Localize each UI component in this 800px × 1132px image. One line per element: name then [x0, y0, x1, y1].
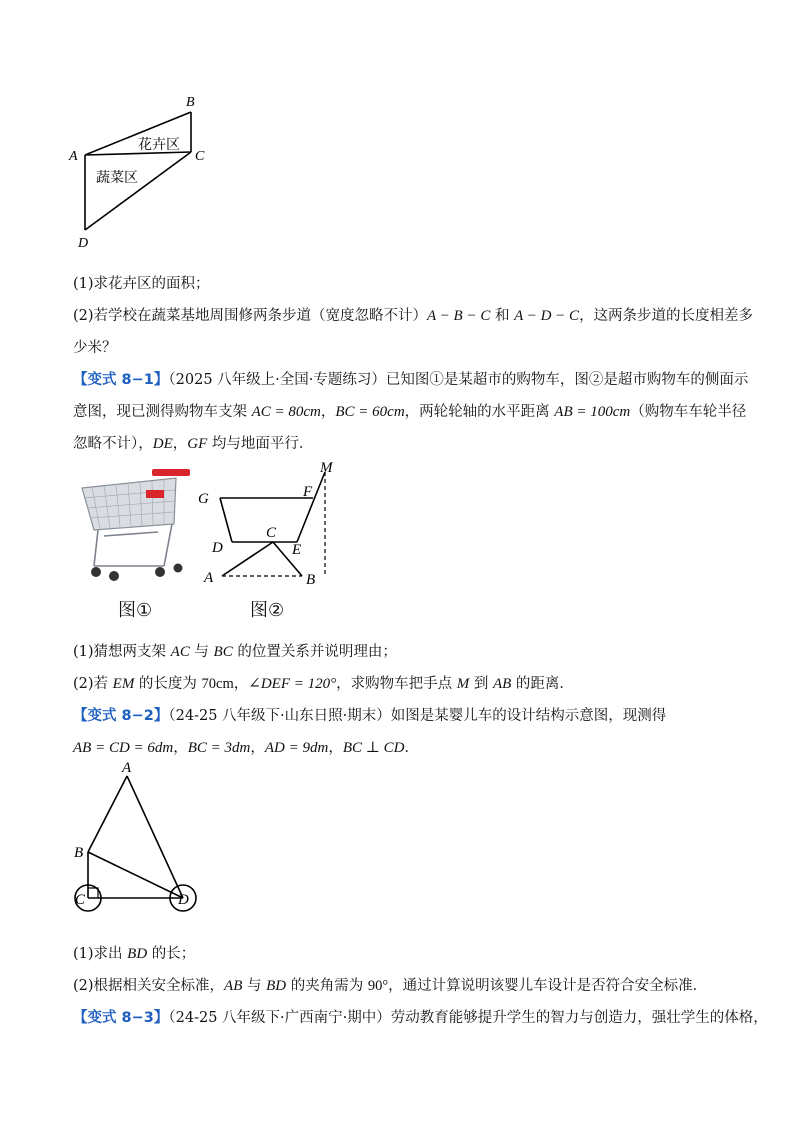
- variant-8-2-line2: [73, 738, 419, 758]
- q1-part2-text-c: 少米？: [73, 340, 117, 356]
- right-angle-mark: [88, 888, 98, 898]
- label-f: F: [303, 484, 313, 500]
- t: (2)根据相关安全标准，: [73, 978, 225, 994]
- len-em: 70cm: [201, 676, 234, 692]
- q1-part2: [73, 306, 753, 326]
- conj: 和: [490, 308, 515, 324]
- variant-8-2-line1: [73, 706, 666, 726]
- sep: ，: [328, 740, 343, 756]
- label-a: A: [69, 149, 78, 164]
- label-d2: D: [212, 540, 223, 556]
- t: ，求购物车把手点: [336, 676, 457, 692]
- variant-8-1-line1: [73, 370, 748, 390]
- variant-8-3-line1: [73, 1008, 768, 1028]
- label-d3: D: [178, 892, 189, 908]
- label-b: B: [186, 95, 195, 110]
- sep: ，: [250, 740, 265, 756]
- variant-8-1-text3b: 均与地面平行．: [207, 436, 314, 452]
- segment-me: [297, 472, 325, 542]
- path-abc: A − B − C: [427, 308, 491, 324]
- variant-8-1-text2b: ，两轮轮轴的水平距离: [404, 404, 555, 420]
- seg-bd: BD: [266, 978, 287, 994]
- label-g: G: [198, 491, 209, 507]
- t: ，通过计算说明该婴儿车设计是否符合安全标准．: [388, 978, 708, 994]
- label-b3: B: [74, 845, 84, 861]
- label-c2: C: [266, 525, 277, 541]
- label-c3: C: [75, 892, 86, 908]
- cart-side-view-figure: [196, 458, 346, 588]
- t: (1)猜想两支架: [73, 644, 171, 660]
- t: 的距离．: [511, 676, 574, 692]
- sep: ，: [320, 404, 336, 420]
- t: 的位置关系并说明理由；: [232, 644, 397, 660]
- eq-bc: BC = 3dm: [187, 740, 251, 756]
- eq-ac: AC = 80cm: [251, 404, 321, 420]
- path-adc: A − D − C: [514, 308, 580, 324]
- q1-part2-text: (2)若学校在蔬菜基地周围修两条步道（宽度忽略不计）: [73, 308, 428, 324]
- angle-90: 90°: [367, 978, 389, 994]
- eq-perp: BC ⊥ CD: [342, 740, 405, 756]
- label-d: D: [78, 236, 89, 251]
- t: 的长度为: [134, 676, 202, 692]
- seg-ab: AB: [492, 676, 512, 692]
- segment-ac: [222, 542, 273, 576]
- seg-bc: BC: [213, 644, 233, 660]
- sep: ，: [173, 740, 188, 756]
- t: 到: [469, 676, 493, 692]
- seg-ab: AB: [224, 978, 243, 994]
- seg-ac: AC: [170, 644, 190, 660]
- segment-cd: [85, 152, 191, 230]
- variant-8-1-part2: [73, 674, 574, 694]
- label-c: C: [195, 149, 205, 164]
- q1-part1-text: (1)求花卉区的面积；: [73, 276, 210, 292]
- segment-ad: [127, 776, 183, 898]
- point-m: M: [456, 676, 470, 692]
- variant-8-1-tag: 【变式 8−1】: [73, 372, 169, 388]
- q1-part2-cont: [73, 338, 117, 358]
- seg-em: EM: [112, 676, 135, 692]
- variant-8-1-text2c: （购物车车轮半径: [630, 404, 747, 420]
- label-e: E: [292, 542, 302, 558]
- variant-8-1-text: （2025 八年级上·全国·专题练习）已知图①是某超市的购物车，图②是超市购物车的侧面示: [168, 372, 749, 388]
- label-b2: B: [306, 572, 316, 588]
- eq-ab: AB = 100cm: [554, 404, 631, 420]
- region-veg-label: 蔬菜区: [96, 170, 138, 186]
- variant-8-1-part1: [73, 642, 397, 662]
- caption-figure-1: 图①: [118, 600, 153, 621]
- garden-figure: [66, 92, 216, 252]
- t: (1)求出: [73, 946, 128, 962]
- eq-bc: BC = 60cm: [335, 404, 405, 420]
- variant-8-1-text2: 意图，现已测得购物车支架: [73, 404, 252, 420]
- variant-8-3-text: （24-25 八年级下·广西南宁·期中）劳动教育能够提升学生的智力与创造力，强壮学生的体格，: [168, 1010, 768, 1026]
- segment-gd: [220, 498, 232, 542]
- t: 与: [189, 644, 214, 660]
- variant-8-2-part1: [73, 944, 195, 964]
- label-m: M: [320, 460, 333, 476]
- seg-bd: BD: [127, 946, 148, 962]
- stroller-figure: [66, 756, 226, 916]
- t: (2)若: [73, 676, 113, 692]
- caption-figure-2: 图②: [250, 600, 285, 621]
- label-a2: A: [204, 570, 214, 586]
- angle-def: ∠DEF = 120°: [248, 676, 337, 692]
- sep: ．: [404, 740, 419, 756]
- segment-bd: [88, 852, 183, 898]
- seg-gf: GF: [187, 436, 208, 452]
- q1-part2-text-b: ，这两条步道的长度相差多: [579, 308, 754, 324]
- eq-ad: AD = 9dm: [264, 740, 329, 756]
- variant-8-3-tag: 【变式 8−3】: [73, 1010, 169, 1026]
- variant-8-1-line2: [73, 402, 746, 422]
- variant-8-1-line3: [73, 434, 313, 454]
- eq-ab-cd: AB = CD = 6dm: [73, 740, 174, 756]
- segment-ab: [88, 776, 127, 852]
- variant-8-1-text3: 忽略不计），: [73, 436, 153, 452]
- variant-8-2-text: （24-25 八年级下·山东日照·期末）如图是某婴儿车的设计结构示意图，现测得: [168, 708, 667, 724]
- t: 的长；: [147, 946, 196, 962]
- variant-8-2-tag: 【变式 8−2】: [73, 708, 169, 724]
- t: ，: [233, 676, 249, 692]
- sep2: ，: [172, 436, 188, 452]
- seg-de: DE: [152, 436, 173, 452]
- t: 与: [242, 978, 267, 994]
- variant-8-2-part2: [73, 976, 707, 996]
- t: 的夹角需为: [286, 978, 368, 994]
- label-a3: A: [122, 760, 132, 776]
- q1-part1: [73, 274, 210, 294]
- shopping-cart-image: [74, 466, 196, 584]
- region-flower-label: 花卉区: [138, 137, 180, 153]
